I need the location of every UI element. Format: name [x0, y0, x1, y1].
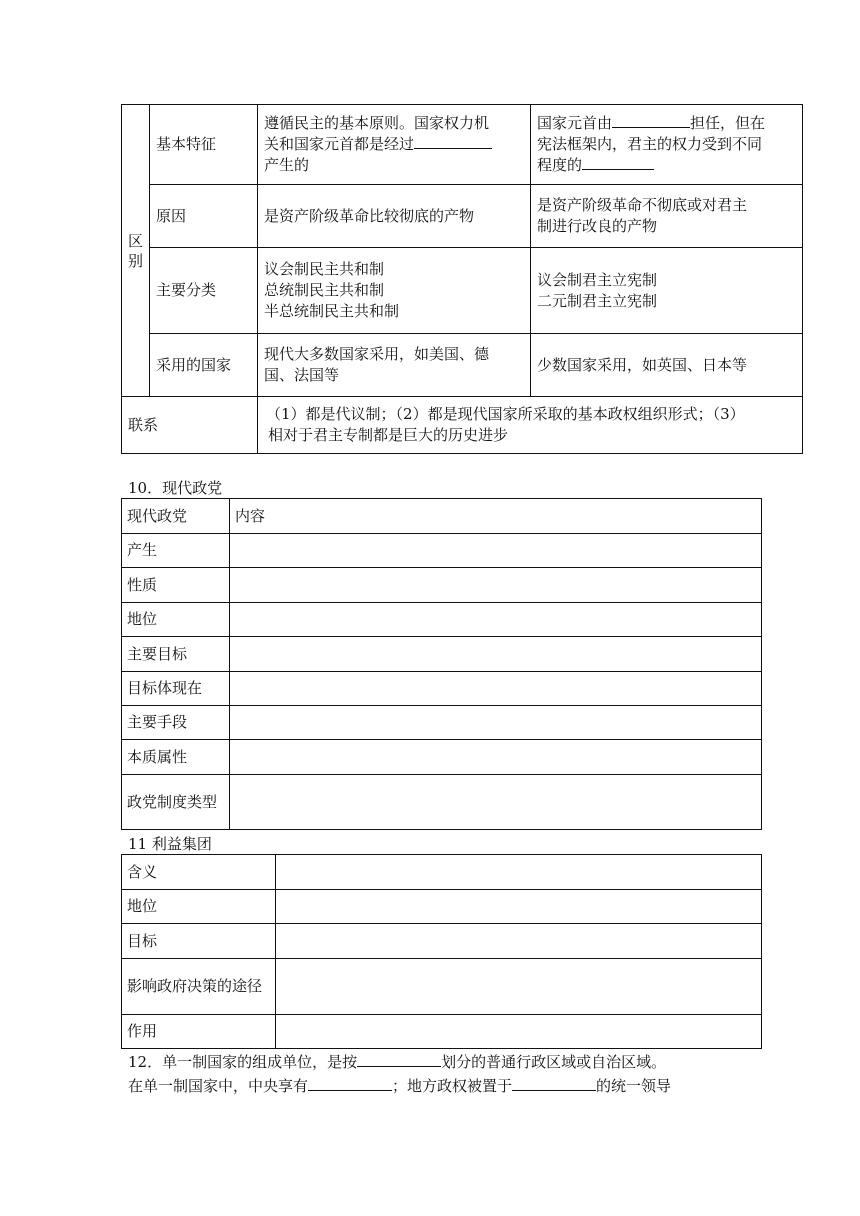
- relation-cell: （1）都是代议制；（2）都是现代国家所采取的基本政权组织形式；（3） 相对于君主专制都是巨大的历史进步: [258, 397, 803, 454]
- answer-cell[interactable]: [230, 603, 762, 637]
- fill-in-blank[interactable]: [612, 113, 690, 128]
- header-cell: 现代政党: [122, 499, 230, 534]
- table-row: [122, 1015, 762, 1049]
- row-label: 产生: [122, 534, 230, 568]
- row-label: 主要分类: [150, 248, 258, 334]
- fill-in-blank[interactable]: [582, 155, 654, 170]
- answer-cell[interactable]: [230, 740, 762, 775]
- section-12-paragraph: 12．单一制国家的组成单位，是按 划分的普通行政区域或自治区域。 在单一制国家中，中央享有 ；地方政权被置于 的统一领导: [128, 1053, 672, 1095]
- comparison-table: [121, 104, 803, 454]
- group-label-difference: 区 别: [122, 105, 150, 397]
- table-row: [122, 740, 762, 775]
- answer-cell[interactable]: [276, 959, 762, 1015]
- row-label: 目标: [122, 924, 276, 959]
- header-cell: 内容: [230, 499, 762, 534]
- table-row: [122, 603, 762, 637]
- table-row: [122, 855, 762, 890]
- section-10-heading: 10．现代政党: [128, 479, 223, 497]
- table-row: [122, 248, 803, 334]
- table-row: [122, 397, 803, 454]
- table-row: [122, 568, 762, 603]
- fill-in-blank[interactable]: [357, 1052, 441, 1067]
- row-label: 基本特征: [150, 105, 258, 185]
- monarchy-cell: 是资产阶级革命不彻底或对君主 制进行改良的产物: [531, 185, 803, 248]
- row-label: 地位: [122, 890, 276, 924]
- monarchy-cell: 少数国家采用，如英国、日本等: [531, 334, 803, 397]
- row-label: 主要手段: [122, 706, 230, 740]
- answer-cell[interactable]: [276, 890, 762, 924]
- answer-cell[interactable]: [276, 855, 762, 890]
- table-row: [122, 706, 762, 740]
- fill-in-blank[interactable]: [414, 134, 492, 149]
- answer-cell[interactable]: [276, 1015, 762, 1049]
- row-label: 含义: [122, 855, 276, 890]
- row-label: 影响政府决策的途径: [122, 959, 276, 1015]
- table-row: [122, 334, 803, 397]
- table-row: [122, 672, 762, 706]
- row-label: 主要目标: [122, 637, 230, 672]
- monarchy-cell: 国家元首由 担任，但在 宪法框架内，君主的权力受到不同 程度的: [531, 105, 803, 185]
- row-label: 政党制度类型: [122, 775, 230, 830]
- table-row: [122, 534, 762, 568]
- table-row: [122, 775, 762, 830]
- row-label: 目标体现在: [122, 672, 230, 706]
- table-row: [122, 637, 762, 672]
- republic-cell: 现代大多数国家采用，如美国、德 国、法国等: [258, 334, 531, 397]
- row-label: 性质: [122, 568, 230, 603]
- table-row: [122, 185, 803, 248]
- interest-group-table: [121, 854, 762, 1049]
- table-row: [122, 959, 762, 1015]
- political-party-table: [121, 498, 762, 830]
- table-row: [122, 924, 762, 959]
- answer-cell[interactable]: [230, 706, 762, 740]
- row-label: 地位: [122, 603, 230, 637]
- republic-cell: 议会制民主共和制 总统制民主共和制 半总统制民主共和制: [258, 248, 531, 334]
- answer-cell[interactable]: [230, 672, 762, 706]
- republic-cell: 遵循民主的基本原则。国家权力机 关和国家元首都是经过 产生的: [258, 105, 531, 185]
- row-label: 作用: [122, 1015, 276, 1049]
- fill-in-blank[interactable]: [308, 1076, 392, 1091]
- republic-cell: 是资产阶级革命比较彻底的产物: [258, 185, 531, 248]
- row-label: 原因: [150, 185, 258, 248]
- row-label: 本质属性: [122, 740, 230, 775]
- answer-cell[interactable]: [230, 534, 762, 568]
- answer-cell[interactable]: [230, 637, 762, 672]
- table-row: [122, 890, 762, 924]
- row-label: 采用的国家: [150, 334, 258, 397]
- answer-cell[interactable]: [230, 775, 762, 830]
- fill-in-blank[interactable]: [512, 1076, 596, 1091]
- answer-cell[interactable]: [230, 568, 762, 603]
- table-row: [122, 499, 762, 534]
- monarchy-cell: 议会制君主立宪制 二元制君主立宪制: [531, 248, 803, 334]
- answer-cell[interactable]: [276, 924, 762, 959]
- section-11-heading: 11 利益集团: [128, 835, 212, 853]
- relation-label: 联系: [122, 397, 258, 454]
- table-row: [122, 105, 803, 185]
